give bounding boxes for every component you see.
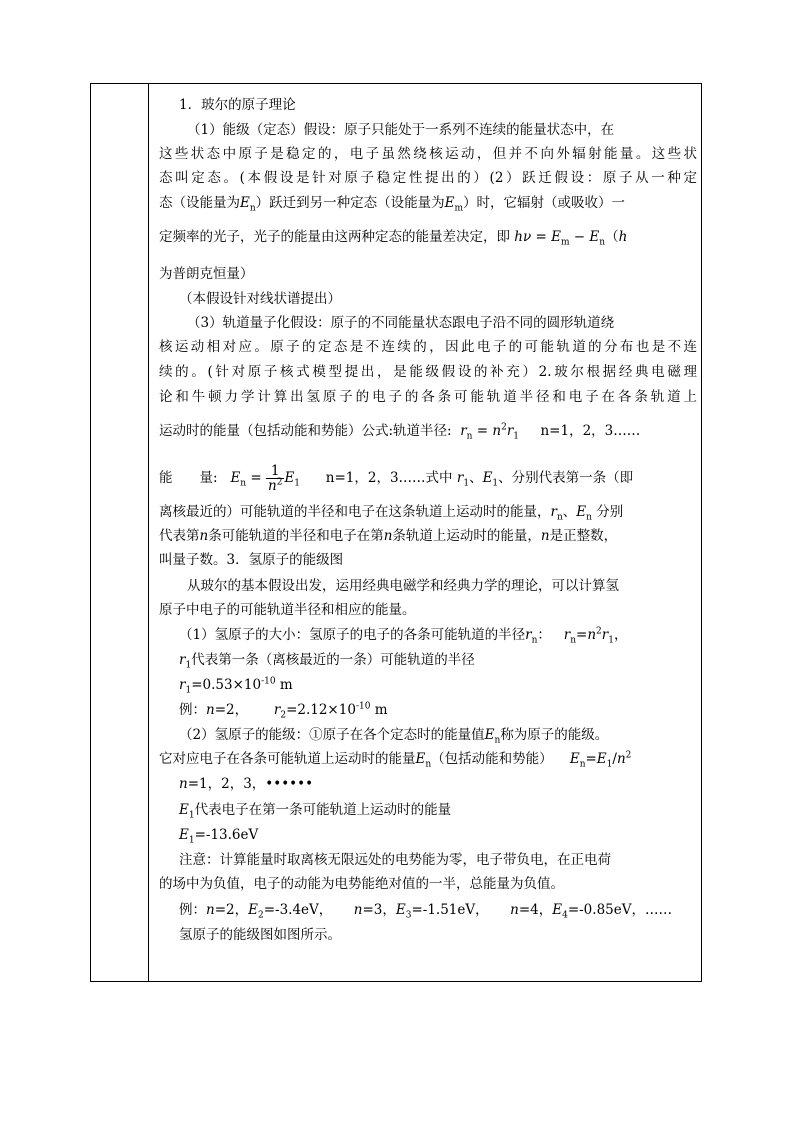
- text-line: n=1，2，3，••••••: [179, 776, 314, 792]
- text-line: 氢原子的能级图如图所示。: [179, 927, 341, 943]
- text-line: （2）氢原子的能级：①原子在各个定态时的能量值$E_n$称为原子的能级。: [179, 727, 609, 746]
- text-line: 论和牛顿力学计算出氢原子的电子的各条可能轨道半径和电子在各条轨道上: [159, 389, 697, 405]
- text-line: 注意：计算能量时取离核无限远处的电势能为零，电子带负电，在正电荷: [179, 852, 611, 868]
- text-line: 态叫定态。(本假设是针对原子稳定性提出的）(2）跃迁假设：原子从一种定: [159, 170, 697, 186]
- text-line: 原子中电子的可能轨道半径和相应的能量。: [159, 602, 416, 618]
- text-line: （3）轨道量子化假设：原子的不同能量状态跟电子沿不同的圆形轨道绕: [187, 315, 615, 331]
- text-line: 态（设能量为$E_n$）跃迁到另一种定态（设能量为$E_m$）时，它辐射（或吸收）一: [159, 195, 626, 214]
- text-line: 这些状态中原子是稳定的，电子虽然绕核运动，但并不向外辐射能量。这些状: [159, 146, 697, 162]
- text-line: $r_1$代表第一条（离核最近的一条）可能轨道的半径: [179, 652, 475, 671]
- text-line: 运动时的能量（包括动能和势能）公式:轨道半径: $r_n = n^2r_1$ n=1，2，3……: [159, 422, 641, 442]
- text-line: 从玻尔的基本假设出发，运用经典电磁学和经典力学的理论，可以计算氢: [187, 578, 619, 594]
- text-line: 例：n=2， $r_2=2.12\times 10^{-10}$ m: [179, 701, 388, 721]
- table-frame: [90, 83, 702, 982]
- text-line: 定频率的光子，光子的能量由这两种定态的能量差决定，即 $h\nu = E_m - E_n(h$: [159, 229, 628, 248]
- text-line: 例：n=2，$E_2=-3.4eV$， n=3，$E_3=-1.51eV$， n=4，$E_4=-0.85eV$，……: [179, 902, 672, 921]
- text-line: （本假设针对线状谱提出）: [179, 291, 341, 307]
- table-divider: [148, 84, 149, 981]
- text-line: 续的。(针对原子核式模型提出，是能级假设的补充）2.玻尔根据经典电磁理: [159, 364, 697, 380]
- text-line: 代表第n条可能轨道的半径和电子在第n条轨道上运动时的能量，n是正整数，: [159, 528, 618, 544]
- text-line: 它对应电子在各条可能轨道上运动时的能量$E_n$（包括动能和势能） $E_n=E_1/n^2$: [159, 750, 632, 770]
- text-line: 能 量: $E_n$ = $\frac{1}{n^2}$ $E_1$ n=1，2，3……式中 $r_1$、$E_1$、分别代表第一条（即: [159, 463, 634, 494]
- text-line: 离核最近的）可能轨道的半径和电子在这条轨道上运动时的能量，$r_n$、$E_n$ 分别: [159, 504, 624, 523]
- text-line: （1）氢原子的大小：氢原子的电子的各条可能轨道的半径$r_n$： $r_n=n^2r_1$，: [179, 626, 628, 646]
- heading: 1．玻尔的原子理论: [179, 97, 296, 113]
- text-line: 叫量子数。3．氢原子的能级图: [159, 552, 344, 568]
- text-line: $E_1=-13.6eV$: [179, 827, 259, 846]
- text-line: $r_1=0.53\times 10^{-10}$ m: [179, 676, 293, 696]
- text-line: （1）能级（定态）假设：原子只能处于一系列不连续的能量状态中，在: [187, 122, 615, 138]
- text-line: 的场中为负值，电子的动能为电势能绝对值的一半，总能量为负值。: [159, 876, 564, 892]
- text-line: $E_1$代表电子在第一条可能轨道上运动时的能量: [179, 802, 452, 821]
- text-line: 为普朗克恒量）: [159, 266, 254, 282]
- text-line: 核运动相对应。原子的定态是不连续的，因此电子的可能轨道的分布也是不连: [159, 339, 697, 355]
